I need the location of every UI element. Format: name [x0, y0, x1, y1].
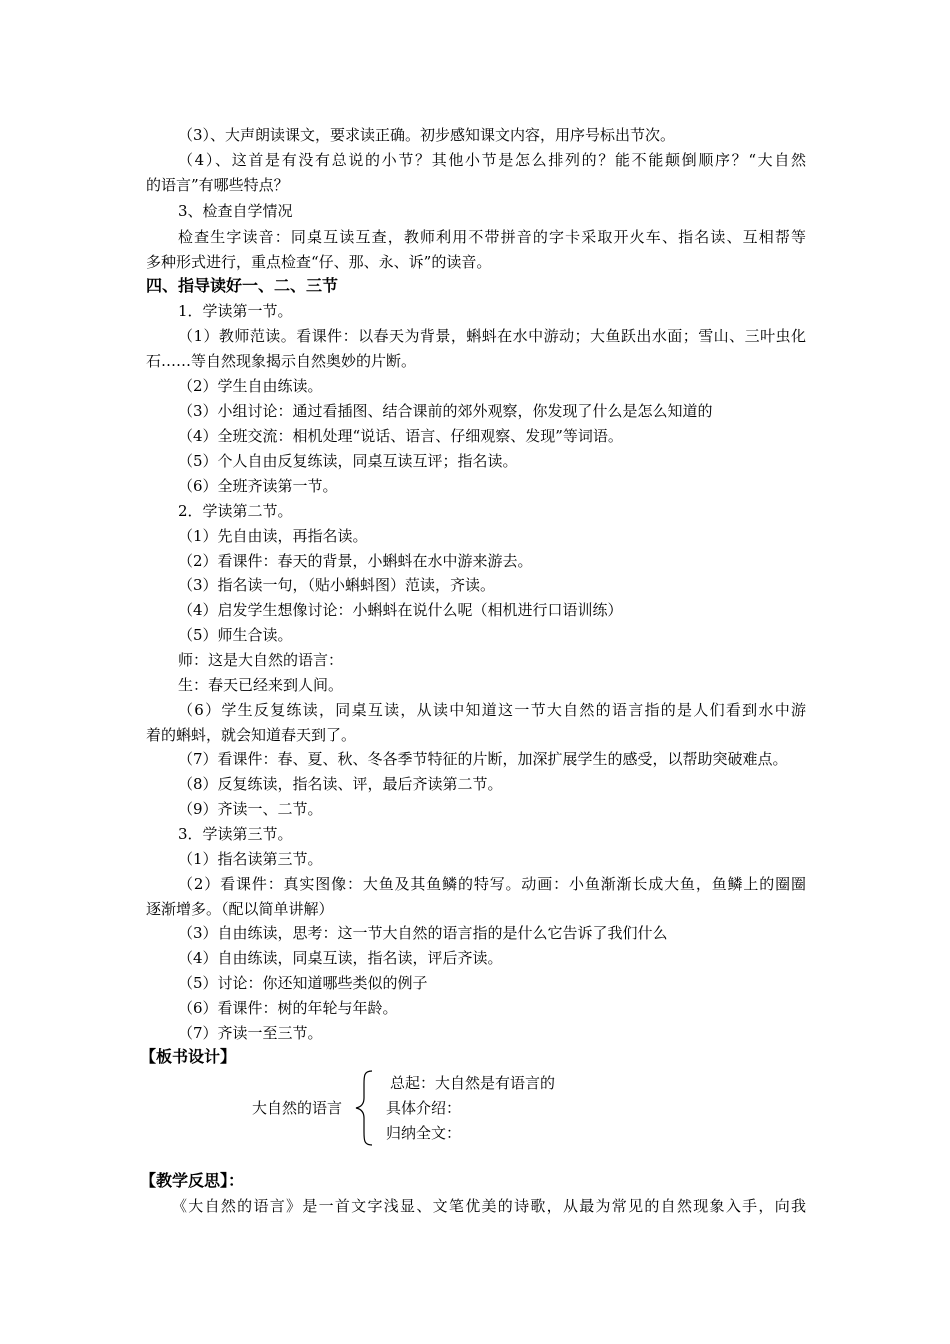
text-line: 多种形式进行，重点检查“仔、那、永、诉”的读音。 — [146, 253, 492, 271]
text-line: 师：这是大自然的语言： — [178, 651, 344, 669]
text-line: （5）个人自由反复练读，同桌互读互评；指名读。 — [178, 452, 518, 470]
text-line: （3）指名读一句，（贴小蝌蚪图）范读，齐读。 — [178, 576, 496, 594]
section-heading: 四、指导读好一、二、三节 — [146, 276, 339, 295]
curly-brace-icon — [352, 1068, 376, 1148]
text-line: （9）齐读一、二节。 — [178, 800, 323, 818]
text-line: （5）讨论：你还知道哪些类似的例子 — [178, 974, 428, 992]
text-line: 《大自然的语言》是一首文字浅显、文笔优美的诗歌，从最为常见的自然现象入手，向我 — [172, 1197, 806, 1215]
text-line: 逐渐增多。（配以简单讲解） — [146, 900, 334, 918]
text-line: （1）先自由读，再指名读。 — [178, 527, 368, 545]
text-line: 3、检查自学情况 — [178, 202, 293, 220]
board-design-heading: 【板书设计】 — [140, 1047, 237, 1066]
text-line: （7）齐读一至三节。 — [178, 1024, 323, 1042]
text-line: （4）全班交流：相机处理“说话、语言、仔细观察、发现”等词语。 — [178, 427, 623, 445]
text-line: （5）师生合读。 — [178, 626, 293, 644]
text-line: （6）看课件：树的年轮与年龄。 — [178, 999, 398, 1017]
text-line: （1）教师范读。看课件：以春天为背景，蝌蚪在水中游动；大鱼跃出水面；雪山、三叶虫化 — [178, 327, 806, 345]
text-line: （4）启发学生想像讨论：小蝌蚪在说什么呢（相机进行口语训练） — [178, 601, 623, 619]
text-line: 3．学读第三节。 — [178, 825, 293, 843]
reflection-heading: 【教学反思】： — [140, 1171, 245, 1190]
text-line: （6）学生反复练读，同桌互读，从读中知道这一节大自然的语言指的是人们看到水中游 — [178, 701, 806, 719]
text-line: 石……等自然现象揭示自然奥妙的片断。 — [146, 352, 417, 370]
text-line: （4）、这首是有没有总说的小节？其他小节是怎么排列的？能不能颠倒顺序？“大自然 — [178, 151, 806, 169]
text-line: （3）小组讨论：通过看插图、结合课前的郊外观察，你发现了什么是怎么知道的 — [178, 402, 713, 420]
text-line: （2）看课件：真实图像：大鱼及其鱼鳞的特写。动画：小鱼渐渐长成大鱼，鱼鳞上的圈圈 — [178, 875, 806, 893]
text-line: （2）学生自由练读。 — [178, 377, 323, 395]
text-line: （7）看课件：春、夏、秋、冬各季节特征的片断，加深扩展学生的感受，以帮助突破难点。 — [178, 750, 788, 768]
text-line: （8）反复练读，指名读、评，最后齐读第二节。 — [178, 775, 503, 793]
text-line: （3）、大声朗读课文，要求读正确。初步感知课文内容，用序号标出节次。 — [178, 126, 676, 144]
text-line: （6）全班齐读第一节。 — [178, 477, 338, 495]
board-item: 归纳全文： — [386, 1124, 462, 1142]
board-item: 具体介绍： — [386, 1099, 462, 1117]
text-line: （1）指名读第三节。 — [178, 850, 323, 868]
board-title: 大自然的语言 — [252, 1099, 343, 1117]
text-line: 着的蝌蚪，就会知道春天到了。 — [146, 726, 357, 744]
text-line: 检查生字读音：同桌互读互查，教师利用不带拼音的字卡采取开火车、指名读、互相帮等 — [178, 228, 806, 246]
text-line: （3）自由练读，思考：这一节大自然的语言指的是什么它告诉了我们什么 — [178, 924, 668, 942]
text-line: （4）自由练读，同桌互读，指名读，评后齐读。 — [178, 949, 503, 967]
text-line: 1．学读第一节。 — [178, 302, 293, 320]
text-line: 的语言”有哪些特点？ — [146, 176, 289, 194]
board-item: 总起：大自然是有语言的 — [390, 1074, 556, 1092]
text-line: 2．学读第二节。 — [178, 502, 293, 520]
text-line: 生：春天已经来到人间。 — [178, 676, 344, 694]
text-line: （2）看课件：春天的背景，小蝌蚪在水中游来游去。 — [178, 552, 533, 570]
